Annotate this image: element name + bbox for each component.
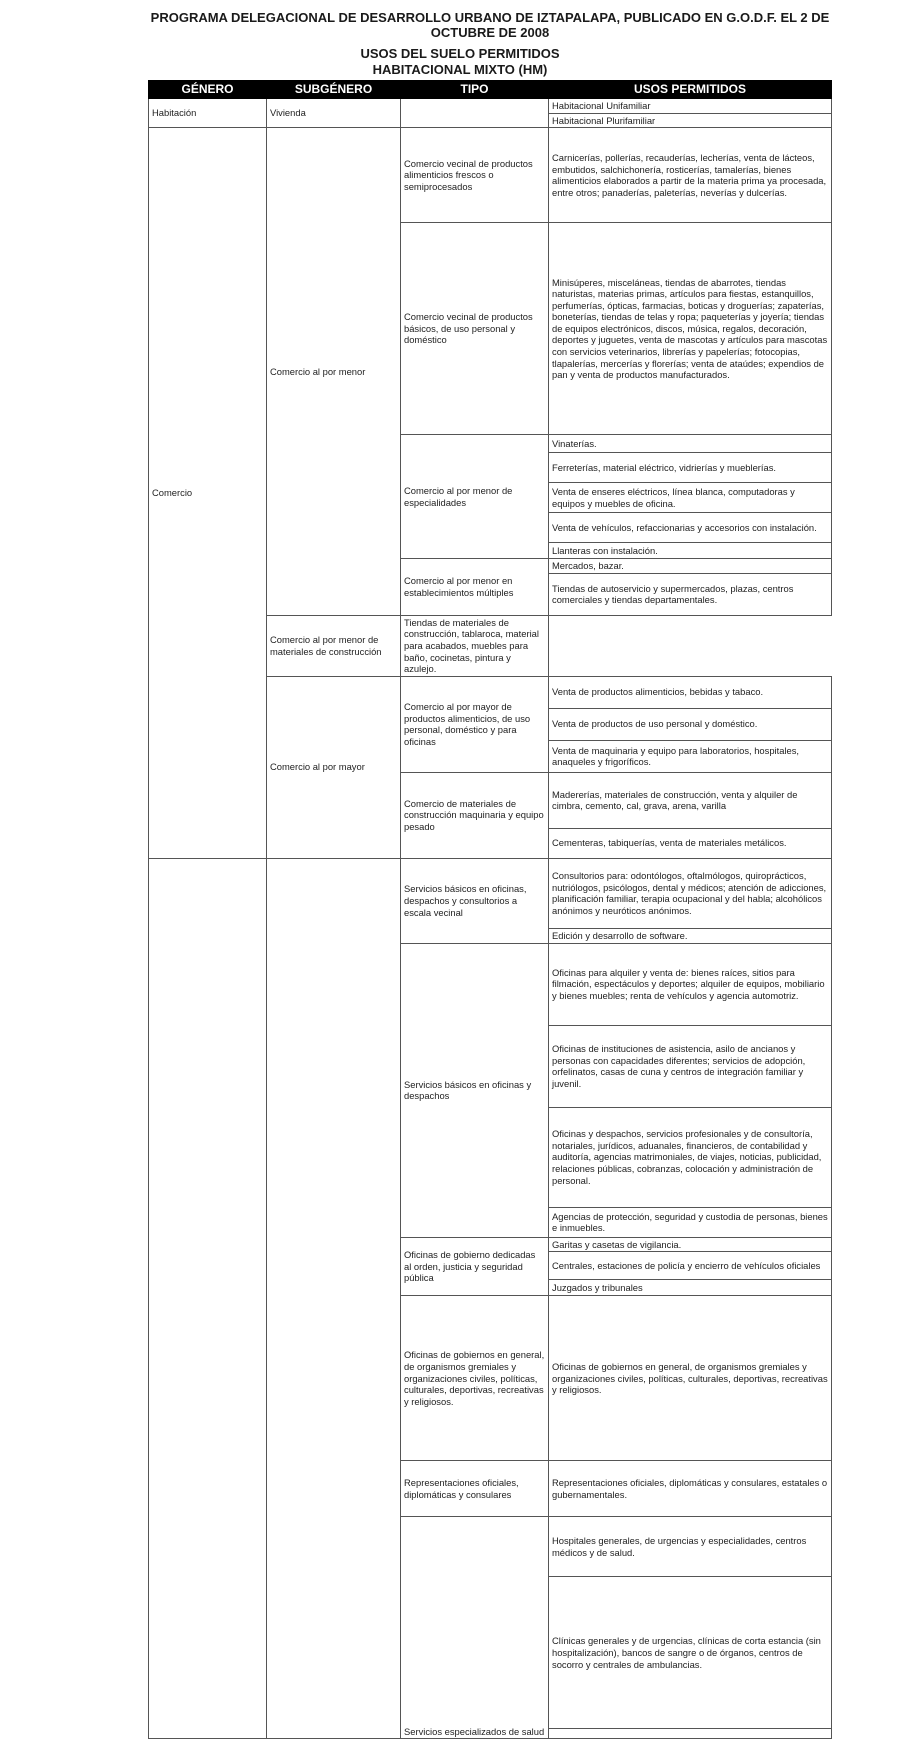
tipo-cell: Servicios básicos en oficinas, despachos y consultorios a escala vecinal xyxy=(401,858,549,943)
tipo-cell xyxy=(401,99,549,128)
uso-cell: Carnicerías, pollerías, recauderías, lecherías, venta de lácteos, embutidos, salchichonería, rosticerías, tamalerías, bienes alimenticios elaborados a partir de la materia prima ya procesada, entre otros; panaderías, paleterías, neverías y dulcerías. xyxy=(549,128,832,223)
uso-cell: Agencias de protección, seguridad y custodia de personas, bienes e inmuebles. xyxy=(549,1207,832,1237)
subgenero-cell: Comercio al por mayor xyxy=(267,676,401,858)
genero-cell: Habitación xyxy=(149,99,267,128)
uso-cell: Juzgados y tribunales xyxy=(549,1280,832,1296)
tipo-cell: Representaciones oficiales, diplomáticas y consulares xyxy=(401,1461,549,1517)
uso-cell: Habitacional Plurifamiliar xyxy=(549,113,832,128)
subgenero-cell xyxy=(267,858,401,1739)
document-subtitle: USOS DEL SUELO PERMITIDOS xyxy=(360,46,560,61)
uso-cell: Madererías, materiales de construcción, venta y alquiler de cimbra, cemento, cal, grava, arena, varilla xyxy=(549,772,832,828)
uso-cell: Venta de enseres eléctricos, línea blanca, computadoras y equipos y muebles de oficina. xyxy=(549,483,832,513)
tipo-cell: Comercio vecinal de productos básicos, de uso personal y doméstico xyxy=(401,223,549,435)
uso-cell: Hospitales generales, de urgencias y especialidades, centros médicos y de salud. xyxy=(549,1517,832,1577)
uso-cell: Venta de productos alimenticios, bebidas y tabaco. xyxy=(549,676,832,708)
uso-cell: Oficinas de instituciones de asistencia, asilo de ancianos y personas con capacidades diferentes; servicios de adopción, orfelinatos, casas de cuna y centros de integración familiar y juvenil. xyxy=(549,1025,832,1107)
table-header-row xyxy=(149,81,832,99)
uso-cell: Habitacional Unifamiliar xyxy=(549,99,832,114)
uso-cell: Vinaterías. xyxy=(549,435,832,453)
tipo-cell: Servicios básicos en oficinas y despachos xyxy=(401,943,549,1237)
table-row xyxy=(149,858,832,928)
uso-cell: Ferreterías, material eléctrico, vidrierías y mueblerías. xyxy=(549,453,832,483)
page-title: PROGRAMA DELEGACIONAL DE DESARROLLO URBANO DE IZTAPALAPA, PUBLICADO EN G.O.D.F. EL 2 DE OCTUBRE DE 2008 xyxy=(150,10,830,40)
table-row xyxy=(149,99,832,114)
uso-cell: Clínicas generales y de urgencias, clínicas de corta estancia (sin hospitalización), bancos de sangre o de órganos, centros de socorro y centrales de ambulancias. xyxy=(549,1577,832,1729)
uso-cell: Mercados, bazar. xyxy=(549,559,832,574)
tipo-cell: Comercio al por menor de materiales de construcción xyxy=(267,615,401,676)
subgenero-cell: Vivienda xyxy=(267,99,401,128)
subgenero-cell: Comercio al por menor xyxy=(267,128,401,616)
tipo-cell: Comercio al por mayor de productos alimenticios, de uso personal, doméstico y para oficinas xyxy=(401,676,549,772)
column-header-tipo: TIPO xyxy=(401,81,549,99)
uso-cell: Garitas y casetas de vigilancia. xyxy=(549,1237,832,1252)
uso-cell: Consultorios para: odontólogos, oftalmólogos, quiroprácticos, nutriólogos, psicólogos, dental y médicos; atención de adicciones, planificación familiar, terapia ocupacional y del habla; alcohólicos anónimos y neuróticos anónimos. xyxy=(549,858,832,928)
uso-cell: Llanteras con instalación. xyxy=(549,543,832,559)
genero-cell: Comercio xyxy=(149,128,267,859)
uso-cell: Minisúperes, misceláneas, tiendas de abarrotes, tiendas naturistas, materias primas, artículos para fiestas, estanquillos, perfumerías, ópticas, farmacias, boticas y droguerías; zapaterías, boneterías, tiendas de telas y ropa; paqueterías y joyería; tiendas de equipos electrónicos, discos, música, regalos, decoración, deportes y juguetes, venta de mascotas y artículos para mascotas con servicios veterinarios, librerías y papelerías; fotocopias, tlapalerías, mercerías y florerías; venta de ataúdes; expendios de pan y venta de productos manufacturados. xyxy=(549,223,832,435)
column-header-subgenero: SUBGÉNERO xyxy=(267,81,401,99)
uso-cell: Venta de maquinaria y equipo para laboratorios, hospitales, anaqueles y frigoríficos. xyxy=(549,740,832,772)
land-use-table xyxy=(148,80,832,1739)
tipo-cell: Comercio de materiales de construcción maquinaria y equipo pesado xyxy=(401,772,549,858)
uso-cell: Edición y desarrollo de software. xyxy=(549,928,832,943)
table-row xyxy=(149,128,832,223)
uso-cell xyxy=(549,1729,832,1739)
uso-cell: Tiendas de materiales de construcción, tablaroca, material para acabados, muebles para baño, cocinetas, pintura y azulejo. xyxy=(401,615,549,676)
tipo-cell: Comercio al por menor en establecimientos múltiples xyxy=(401,559,549,616)
tipo-cell: Comercio al por menor de especialidades xyxy=(401,435,549,559)
tipo-cell: Oficinas de gobierno dedicadas al orden, justicia y seguridad pública xyxy=(401,1237,549,1296)
uso-cell: Oficinas de gobiernos en general, de organismos gremiales y organizaciones civiles, políticas, culturales, deportivas, recreativas y religiosos. xyxy=(549,1296,832,1461)
uso-cell: Oficinas y despachos, servicios profesionales y de consultoría, notariales, jurídicos, aduanales, financieros, de contabilidad y auditoría, agencias matrimoniales, de viajes, noticias, publicidad, relaciones públicas, cobranzas, colocación y administración de personal. xyxy=(549,1107,832,1207)
tipo-cell: Oficinas de gobiernos en general, de organismos gremiales y organizaciones civiles, políticas, culturales, deportivas, recreativas y religiosos. xyxy=(401,1296,549,1461)
uso-cell: Tiendas de autoservicio y supermercados, plazas, centros comerciales y tiendas departamentales. xyxy=(549,573,832,615)
uso-cell: Venta de productos de uso personal y doméstico. xyxy=(549,708,832,740)
uso-cell: Centrales, estaciones de policía y encierro de vehículos oficiales xyxy=(549,1252,832,1280)
uso-cell: Venta de vehículos, refaccionarias y accesorios con instalación. xyxy=(549,513,832,543)
column-header-usos: USOS PERMITIDOS xyxy=(549,81,832,99)
tipo-cell: Comercio vecinal de productos alimenticios frescos o semiprocesados xyxy=(401,128,549,223)
zone-title: HABITACIONAL MIXTO (HM) xyxy=(372,62,548,77)
uso-cell: Oficinas para alquiler y venta de: bienes raíces, sitios para filmación, espectáculos y deportes; alquiler de equipos, mobiliario y bienes muebles; renta de vehículos y agencia automotriz. xyxy=(549,943,832,1025)
tipo-cell: Servicios especializados de salud xyxy=(401,1517,549,1739)
uso-cell: Representaciones oficiales, diplomáticas y consulares, estatales o gubernamentales. xyxy=(549,1461,832,1517)
uso-cell: Cementeras, tabiquerías, venta de materiales metálicos. xyxy=(549,828,832,858)
genero-cell xyxy=(149,858,267,1739)
column-header-genero: GÉNERO xyxy=(149,81,267,99)
